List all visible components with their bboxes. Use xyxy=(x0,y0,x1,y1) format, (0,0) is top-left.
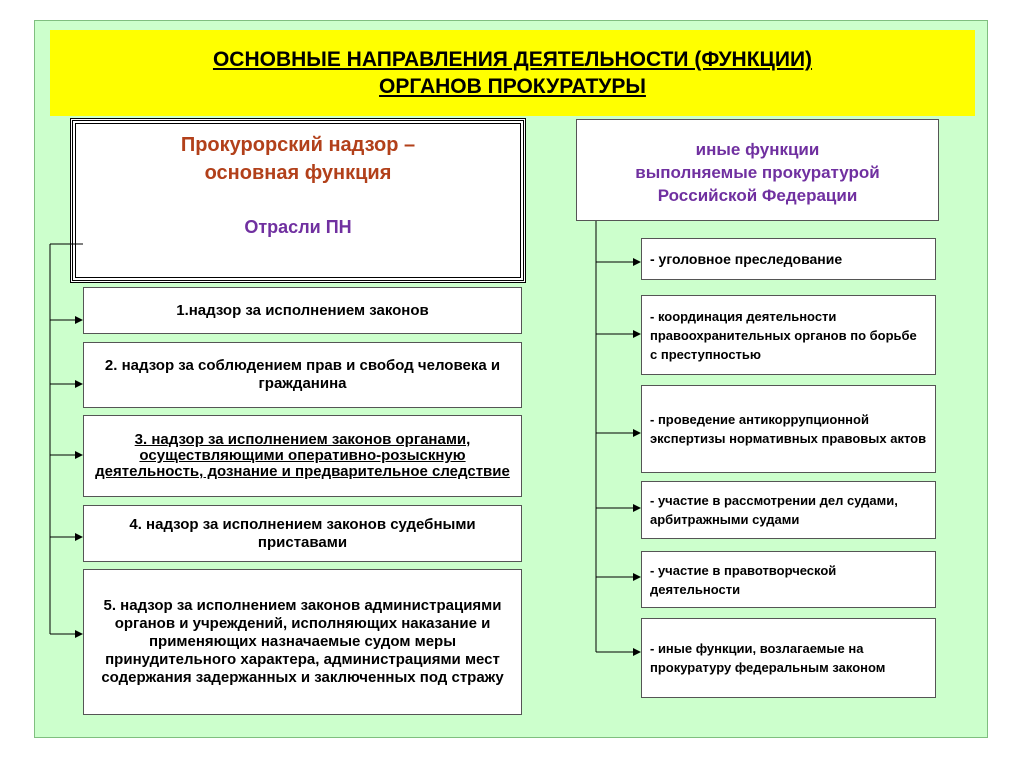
main-function-title-line-2: основная функция xyxy=(204,162,392,184)
other-function-5-text: - участие в правотворческой деятельности xyxy=(650,562,837,597)
other-function-2-text: - координация деятельности правоохранительных органов по борьбе с преступностью xyxy=(650,308,917,362)
supervision-branch-1-text: 1.надзор за исполнением законов xyxy=(176,301,429,319)
other-functions-line-2: выполняемые прокуратурой xyxy=(635,162,880,182)
other-function-1-text: - уголовное преследование xyxy=(650,250,843,267)
other-functions-line-1: иные функции xyxy=(695,139,820,159)
supervision-branch-4-text: 4. надзор за исполнением законов судебными приставами xyxy=(129,515,476,551)
other-functions-line-3: Российской Федерации xyxy=(657,185,858,205)
supervision-branch-3-text: 3. надзор за исполнением законов органами, осуществляющими оперативно-розыскную деятельность, дознание и предварительное следствие xyxy=(95,431,510,480)
main-function-title-line-1: Прокурорский надзор – xyxy=(180,134,416,156)
title-line-2: ОРГАНОВ ПРОКУРАТУРЫ xyxy=(379,75,646,98)
supervision-branches-label: Отрасли ПН xyxy=(244,217,352,237)
supervision-branch-2-text: 2. надзор за соблюдением прав и свобод человека и гражданина xyxy=(104,357,501,392)
supervision-branch-5-text: 5. надзор за исполнением законов администрациями органов и учреждений, исполняющих наказание и применяющих назначаемые судом меры принудительного характера, администрациями мест содержания задержанных и заключенных под стражу xyxy=(101,597,504,686)
other-function-4-text: - участие в рассмотрении дел судами, арбитражными судами xyxy=(650,493,898,527)
other-function-6-text: - иные функции, возлагаемые на прокуратуру федеральным законом xyxy=(650,641,886,675)
other-function-3-text: - проведение антикоррупционной экспертизы нормативных правовых актов xyxy=(650,412,927,446)
title-line-1: ОСНОВНЫЕ НАПРАВЛЕНИЯ ДЕЯТЕЛЬНОСТИ (ФУНКЦИИ) xyxy=(212,48,813,71)
